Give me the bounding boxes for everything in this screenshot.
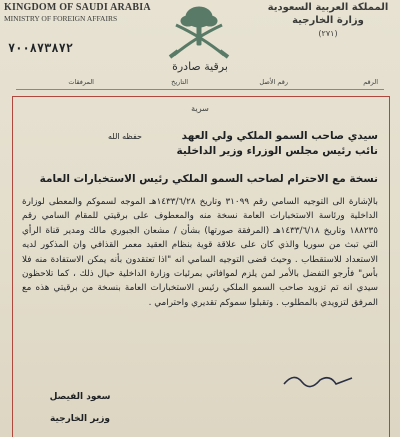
classification-label: سرية — [191, 104, 209, 113]
meta-field-attachments: المرفقات — [68, 78, 94, 86]
country-name-english: KINGDOM OF SAUDI ARABIA — [4, 2, 151, 13]
meta-field-original-number: رقم الأصل — [259, 78, 288, 86]
initials-scribble-icon — [280, 368, 360, 392]
reference-number: ٧٠٠٨٧٣٨٧٢ — [8, 42, 74, 56]
header-english — [4, 2, 151, 56]
meta-divider — [16, 89, 384, 90]
country-name-arabic: المملكة العربية السعودية — [267, 2, 389, 13]
ministry-name-english: MINISTRY OF FOREIGN AFFAIRS — [4, 14, 118, 23]
subject-line: نسخة مع الاحترام لصاحب السمو الملكي رئيس الاستخبارات العامة — [39, 173, 378, 185]
meta-field-date: التاريخ — [171, 78, 188, 86]
salutation-line-1: سيدي صاحب السمو الملكي ولي العهد — [181, 130, 378, 142]
document-title: برقية صادرة — [172, 60, 228, 73]
honorific: حفظه الله — [108, 132, 142, 141]
header-arabic — [266, 2, 390, 38]
meta-fields-row — [16, 76, 384, 90]
ministry-name-arabic: وزارة الخارجية — [292, 15, 364, 26]
signatory-name: سعود الفيصل — [49, 392, 111, 402]
letter-body — [22, 104, 378, 310]
letter-paragraph: بالإشارة الى التوجيه السامي رقم ٣١٠٩٩ وتاريخ ١٤٣٣/٦/٢٨هـ الموجه لسموكم والمعطى لوزارة الداخلية ورئاسة الاستخبارات العامة نسخة منه والمعطوف على برقيتي للمقام السامي رقم ١٨٨٢٣٥ وتاريخ ١٤٣٣/٦/١٨هـ (المرفقة صورتها) بشأن / مشعان الجبوري مالك ومدير قناة الرأي التي تبث من سوريا والذي كان على علاقة قوية بنظام العقيد معمر القذافي وان المذكور لديه الاستعداد للاستقطاب . وحيث قضى التوجيه السامي انه "اذا تعتقدون بأنه يمكن الاستفادة منه فلا بأس" فأرجو التفضل بالأمر لمن يلزم لموافاتي بمرئيات وزارة الداخلية حيال ذلك ، كما تلاحظون سيدي انه تم تزويد صاحب السمو الملكي رئيس الاستخبارات العامة بنسخة من برقيتي هذه مع المرفق لتزويدي بالمطلوب . وتقبلوا سموكم تقديري واحترامي . — [22, 197, 378, 308]
form-code: (٢٧١) — [318, 29, 338, 38]
signatory-title: وزير الخارجية — [49, 414, 111, 424]
salutation — [22, 129, 378, 159]
saudi-emblem-icon — [166, 3, 232, 61]
salutation-line-2: نائب رئيس مجلس الوزراء وزير الداخلية — [176, 145, 378, 157]
meta-field-number: الرقم — [363, 78, 378, 86]
